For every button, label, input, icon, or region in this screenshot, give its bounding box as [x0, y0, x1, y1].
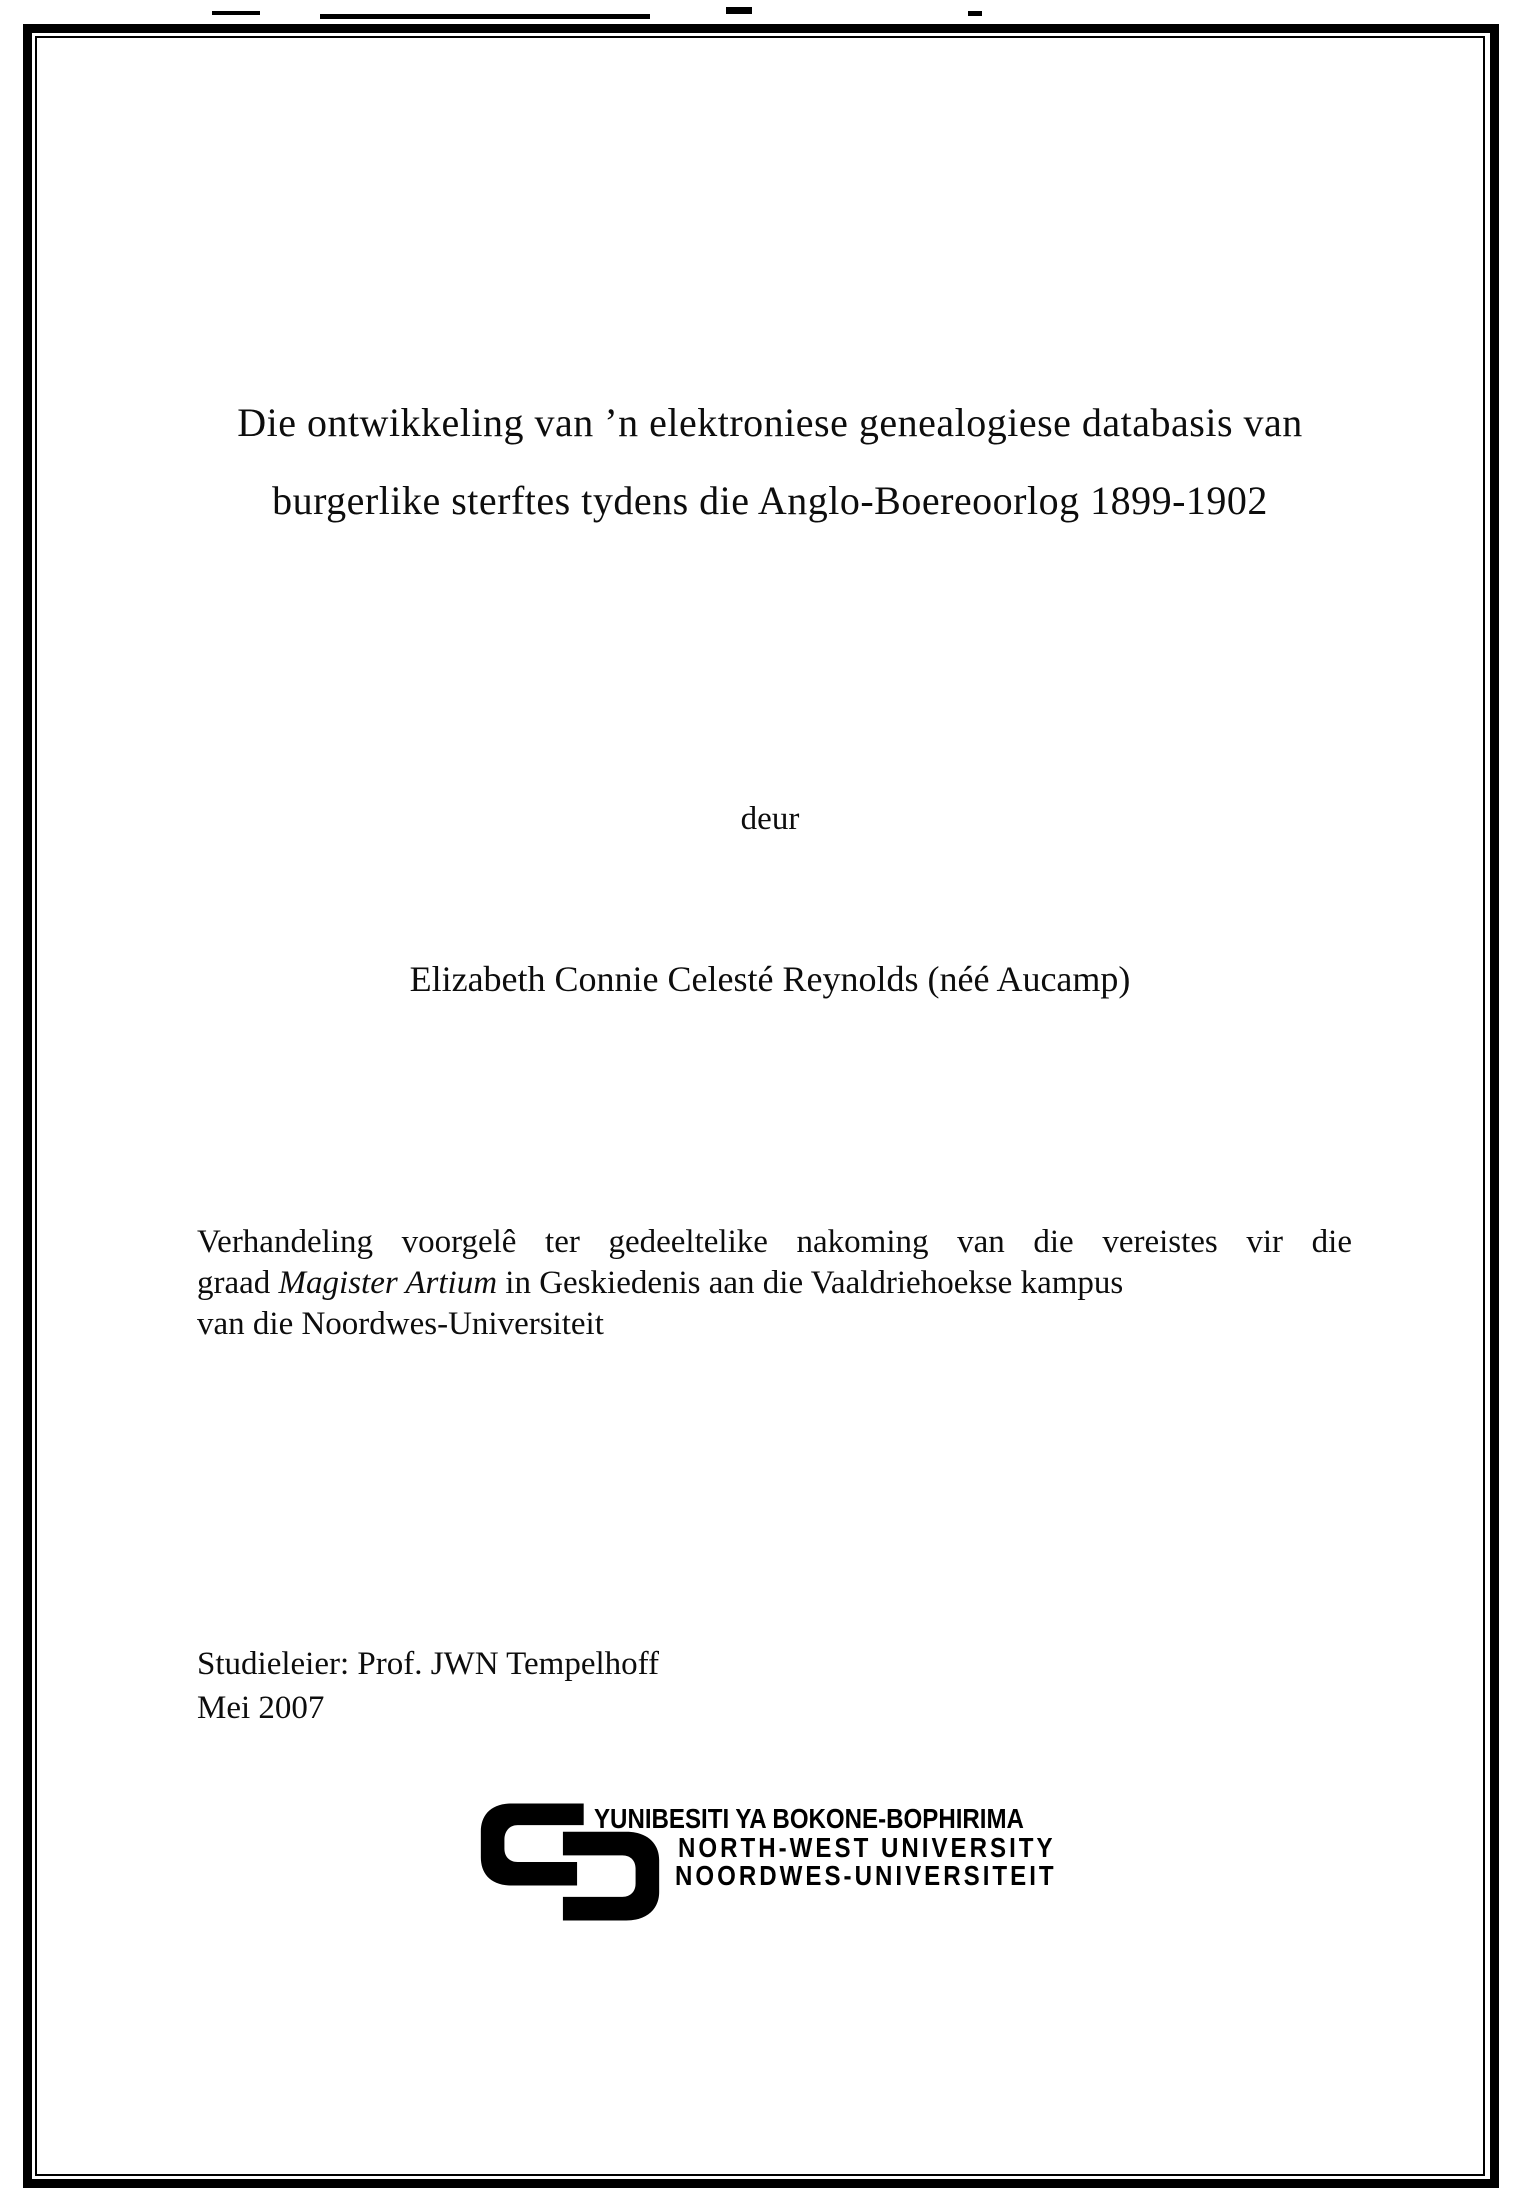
- supervisor-block: [197, 1642, 659, 1730]
- statement-line-1: Verhandeling voorgelê ter gedeeltelike nakoming van die vereistes vir die: [197, 1224, 1352, 1260]
- statement-line-2: [197, 1263, 1352, 1304]
- statement-line-3: van die Noordwes-Universiteit: [197, 1306, 604, 1342]
- date-line: Mei 2007: [197, 1690, 325, 1726]
- logo-text-setswana: [594, 1805, 1094, 1833]
- thesis-title: [60, 384, 1480, 540]
- scan-artifact: [968, 11, 982, 16]
- scan-artifact: [320, 14, 650, 19]
- logo-text-line-2: NORTH-WEST UNIVERSITY: [678, 1832, 1056, 1863]
- statement-line-2-pre: graad: [197, 1265, 279, 1301]
- scan-artifact: [212, 11, 260, 15]
- degree-statement: [197, 1222, 1352, 1345]
- statement-line-2-post: in Geskiedenis aan die Vaaldriehoekse kampus: [497, 1265, 1124, 1301]
- logo-text-line-1: YUNIBESITI YA BOKONE-BOPHIRIMA: [594, 1803, 1024, 1834]
- author-name: Elizabeth Connie Celesté Reynolds (néé Aucamp): [409, 959, 1131, 999]
- byline: deur: [740, 801, 800, 837]
- title-line-2: burgerlike sterftes tydens die Anglo-Boereoorlog 1899-1902: [272, 478, 1268, 523]
- supervisor-line: Studieleier: Prof. JWN Tempelhoff: [197, 1646, 660, 1682]
- scan-artifact: [726, 7, 752, 14]
- logo-text-english: [678, 1834, 1117, 1862]
- degree-name: Magister Artium: [278, 1265, 498, 1301]
- title-line-1: Die ontwikkeling van ’n elektroniese genealogiese databasis van: [237, 400, 1303, 445]
- logo-text-line-3: NOORDWES-UNIVERSITEIT: [675, 1860, 1057, 1891]
- logo-text-afrikaans: [675, 1862, 1119, 1890]
